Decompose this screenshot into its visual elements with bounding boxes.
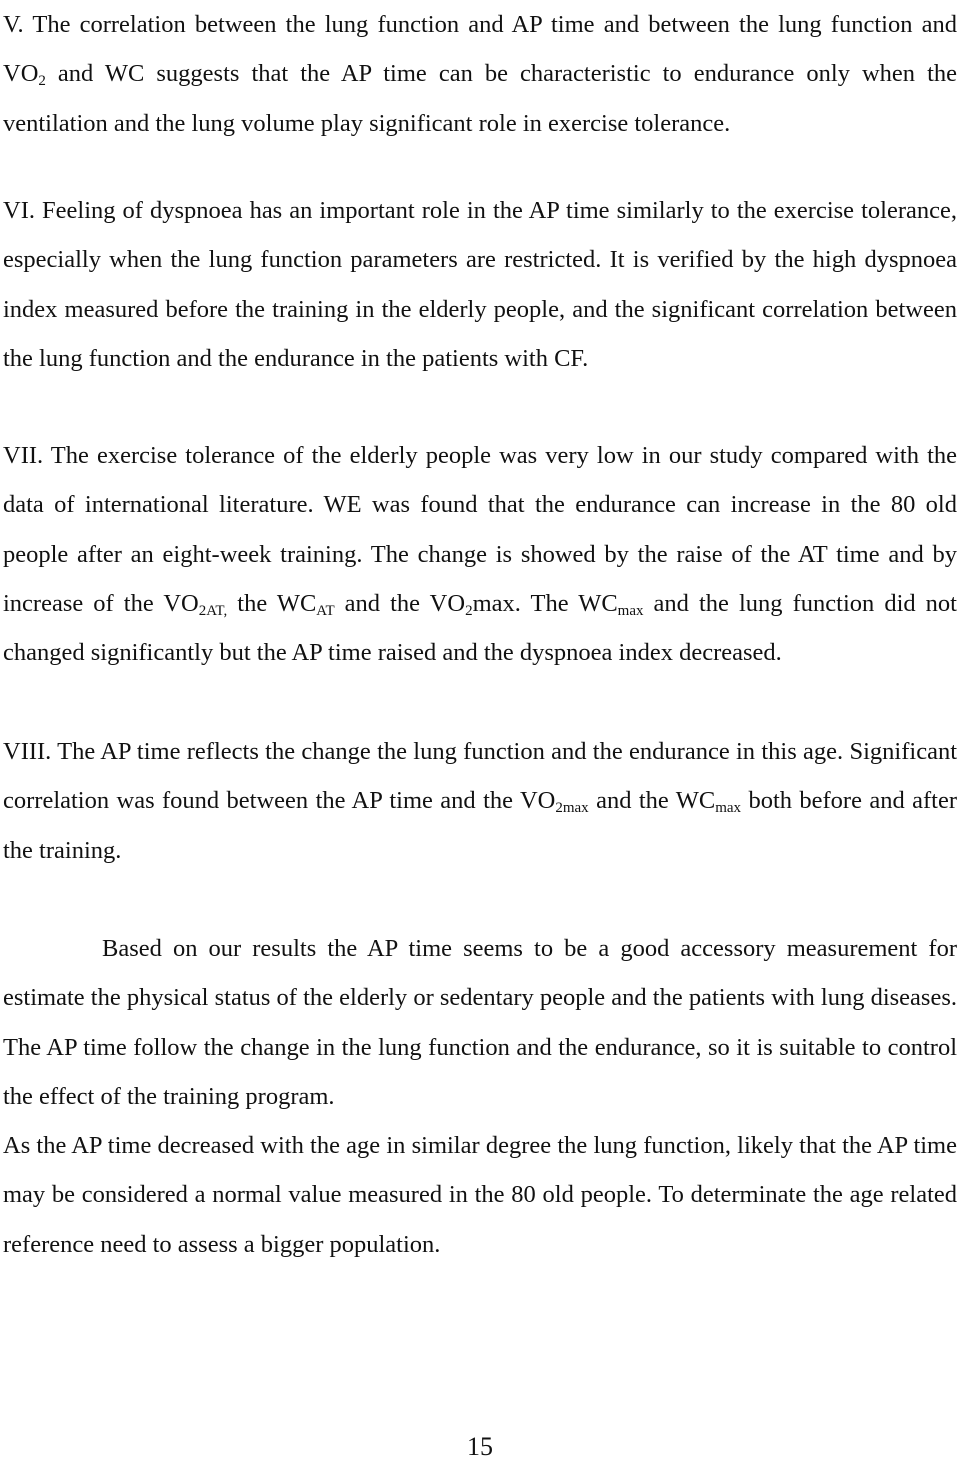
paragraph-v-text-2: and WC suggests that the AP time can be characteristic to endurance only when the ventilation and the lung volume play significant role in exercise tolerance. xyxy=(3,60,957,137)
paragraph-vii-text-3: and the VO xyxy=(334,589,466,617)
paragraph-v-text-1: V. The correlation between the lung function and AP time and between the lung function and VO xyxy=(3,11,957,88)
subscript-2b: 2 xyxy=(465,602,473,619)
subscript-2at: 2AT, xyxy=(198,602,228,619)
paragraph-vii-text-5: and the lung function did not changed significantly but the AP time raised and the dyspnoea index decreased. xyxy=(3,589,957,667)
paragraph-final xyxy=(3,1121,957,1269)
paragraph-viii xyxy=(3,727,957,875)
paragraph-conclusion xyxy=(3,924,957,1121)
paragraph-vii-text-1: VII. The exercise tolerance of the elderly people was very low in our study compared with the data of international literature. WE was found that the endurance can increase in the 80 old people after an eight-week training. The change is showed by the raise of the AT time and by increase of the VO xyxy=(3,442,957,617)
paragraph-v xyxy=(3,0,957,148)
paragraph-final-text: As the AP time decreased with the age in similar degree the lung function, likely that the AP time may be considered a normal value measured in the 80 old people. To determinate the age related reference need to assess a bigger population. xyxy=(3,1132,957,1258)
paragraph-viii-text-2: and the WC xyxy=(588,787,716,815)
subscript-2max: 2max xyxy=(555,800,589,817)
paragraph-conclusion-text: Based on our results the AP time seems to be a good accessory measurement for estimate the physical status of the elderly or sedentary people and the patients with lung diseases. The AP time follow the change in the lung function and the endurance, so it is suitable to control the effect of the training program. xyxy=(3,935,957,1110)
subscript-2: 2 xyxy=(38,73,46,90)
paragraph-viii-text-3: both before and after the training. xyxy=(3,787,958,864)
page-number: 15 xyxy=(467,1432,493,1461)
subscript-max: max xyxy=(617,602,644,619)
subscript-at: AT xyxy=(316,602,335,619)
paragraph-vii-text-2: the WC xyxy=(227,589,317,617)
paragraph-vii-text-4: max. The WC xyxy=(472,589,618,617)
paragraph-vii xyxy=(3,431,957,677)
paragraph-vi-text: VI. Feeling of dyspnoea has an important role in the AP time similarly to the exercise tolerance, especially when the lung function parameters are restricted. It is verified by the high dyspnoea index measured before the training in the elderly people, and the significant correlation between the lung function and the endurance in the patients with CF. xyxy=(3,197,957,372)
paragraph-vi xyxy=(3,186,957,383)
paragraph-viii-text-1: VIII. The AP time reflects the change the lung function and the endurance in this age. Significant correlation was found between the AP time and the VO xyxy=(3,738,957,815)
subscript-max-2: max xyxy=(715,800,742,817)
